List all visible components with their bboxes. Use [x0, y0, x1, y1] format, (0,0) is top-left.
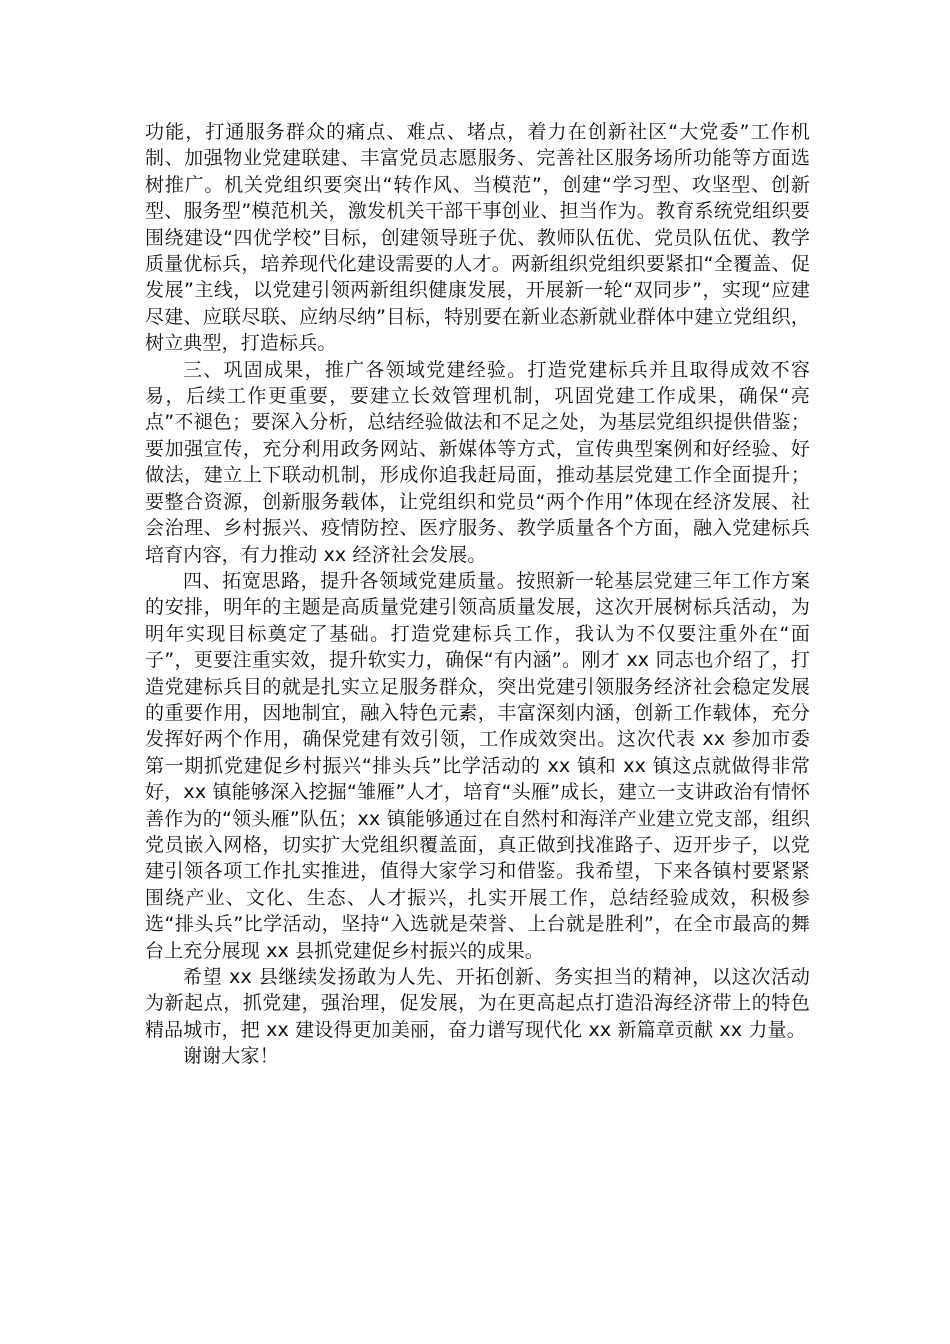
- paragraph-continuation: 功能，打通服务群众的痛点、难点、堵点，着力在创新社区“大党委”工作机制、加强物业党建联建、丰富党员志愿服务、完善社区服务场所功能等方面选树推广。机关党组织要突出“转作风、当模范”，创建“学习型、攻坚型、创新型、服务型”模范机关，激发机关干部干事创业、担当作为。教育系统党组织要围绕建设“四优学校”目标，创建领导班子优、教师队伍优、党员队伍优、教学质量优标兵，培养现代化建设需要的人才。两新组织党组织要紧扣“全覆盖、促发展”主线，以党建引领两新组织健康发展，开展新一轮“双同步”，实现“应建尽建、应联尽联、应纳尽纳”目标，特别要在新业态新就业群体中建立党组织，树立典型，打造标兵。: [145, 121, 810, 355]
- paragraph-thanks: 谢谢大家！: [183, 1045, 279, 1068]
- paragraph-closing-hope: 希望 xx 县继续发扬敢为人先、开拓创新、务实担当的精神，以这次活动为新起点，抓党建，强治理，促发展，为在更高起点打造沿海经济带上的特色精品城市，把 xx 建设得更加美丽，奋力谱写现代化 xx 新篇章贡献 xx 力量。: [145, 966, 810, 1041]
- paragraph-section-four: 四、拓宽思路，提升各领域党建质量。按照新一轮基层党建三年工作方案的安排，明年的主题是高质量党建引领高质量发展，这次开展树标兵活动，为明年实现目标奠定了基础。打造党建标兵工作，我认为不仅要注重外在“面子”，更要注重实效，提升软实力，确保“有内涵”。刚才 xx 同志也介绍了，打造党建标兵目的就是扎实立足服务群众，突出党建引领服务经济社会稳定发展的重要作用，因地制宜，融入特色元素，丰富深刻内涵，创新工作载体，充分发挥好两个作用，确保党建有效引领，工作成效突出。这次代表 xx 参加市委第一期抓党建促乡村振兴“排头兵”比学活动的 xx 镇和 xx 镇这点就做得非常好，xx 镇能够深入挖掘“雏雁”人才，培育“头雁”成长，建立一支讲政治有情怀善作为的“领头雁”队伍；xx 镇能够通过在自然村和海洋产业建立党支部，组织党员嵌入网格，切实扩大党组织覆盖面，真正做到找准路子、迈开步子，以党建引领各项工作扎实推进，值得大家学习和借鉴。我希望，下来各镇村要紧紧围绕产业、文化、生态、人才振兴，扎实开展工作，总结经验成效，积极参选“排头兵”比学活动，坚持“入选就是荣誉、上台就是胜利”，在全市最高的舞台上充分展现 xx 县抓党建促乡村振兴的成果。: [145, 569, 810, 962]
- document-body: [145, 119, 810, 1070]
- paragraph-section-three: 三、巩固成果，推广各领域党建经验。打造党建标兵并且取得成效不容易，后续工作更重要，要建立长效管理机制，巩固党建工作成果，确保“亮点”不褪色；要深入分析，总结经验做法和不足之处，为基层党组织提供借鉴；要加强宣传，充分利用政务网站、新媒体等方式，宣传典型案例和好经验、好做法，建立上下联动机制，形成你追我赶局面，推动基层党建工作全面提升；要整合资源，创新服务载体，让党组织和党员“两个作用”体现在经济发展、社会治理、乡村振兴、疫情防控、医疗服务、教学质量各个方面，融入党建标兵培育内容，有力推动 xx 经济社会发展。: [145, 358, 810, 566]
